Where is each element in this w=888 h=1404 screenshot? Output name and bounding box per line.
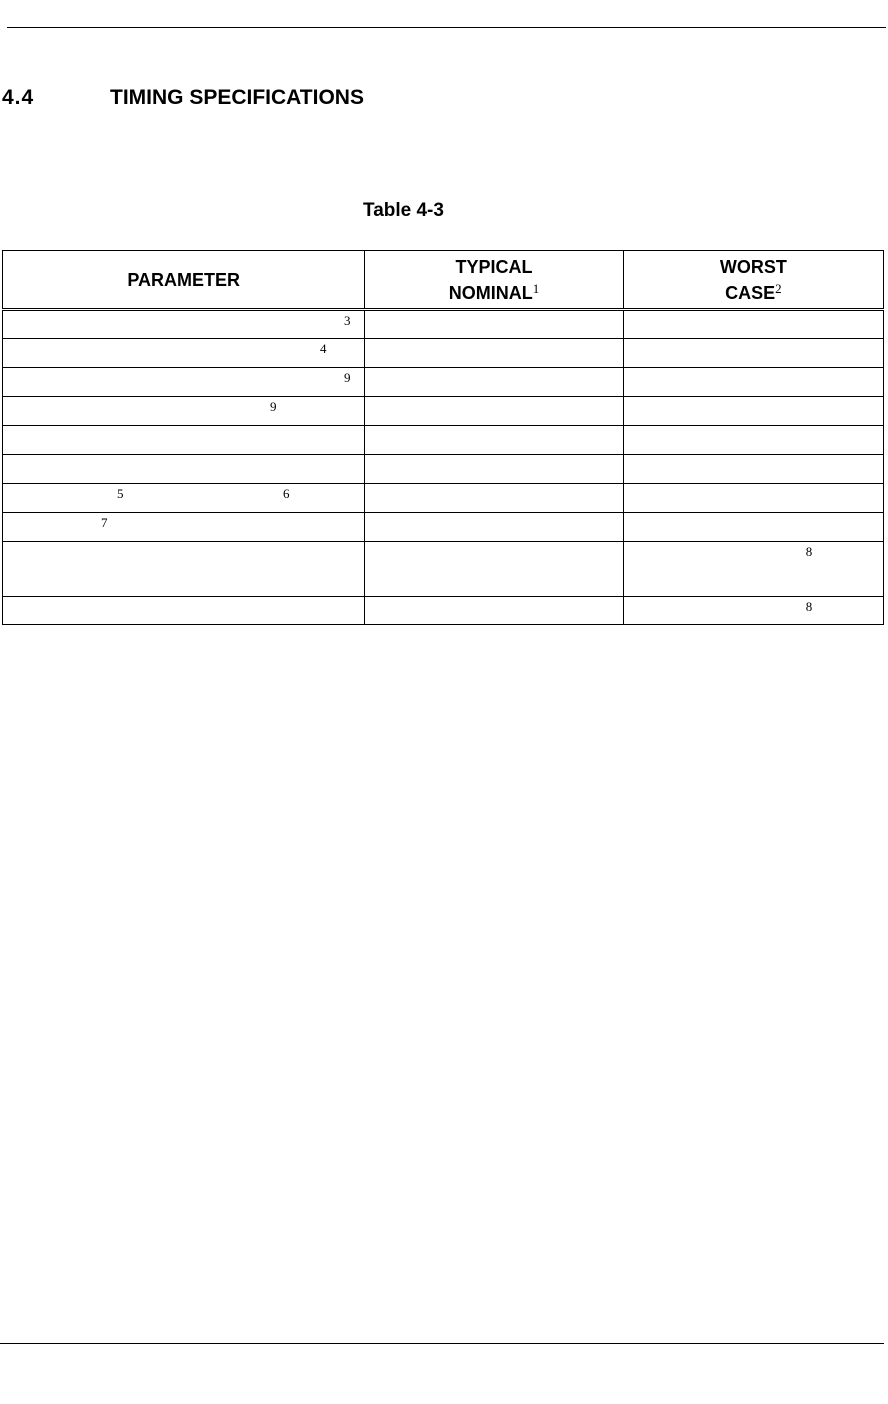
worst-cell [623,426,883,455]
typical-cell [365,368,623,397]
header-typical-line2: NOMINAL [448,282,533,303]
footnote-marker: 7 [101,515,108,530]
typical-cell [365,484,623,513]
table-caption: Table 4-3 [363,200,444,221]
parameter-cell [3,397,365,426]
parameter-cell [3,368,365,397]
worst-cell [623,455,883,484]
header-parameter-label: PARAMETER [127,269,241,290]
parameter-cell [3,455,365,484]
parameter-cell [3,426,365,455]
typical-cell [365,426,623,455]
header-typical-nominal [365,251,623,310]
worst-cell [623,597,883,625]
parameter-cell [3,597,365,625]
parameter-cell [3,310,365,339]
footnote-marker: 4 [320,341,327,356]
header-typical-footnote: 1 [532,280,540,296]
header-worst-footnote: 2 [775,280,782,296]
table-row [3,310,884,339]
table-row [3,455,884,484]
table-row [3,484,884,513]
table-row [3,339,884,368]
header-worst-case [623,251,883,310]
header-typical-line1: TYPICAL [455,256,533,277]
header-worst-line2: CASE [725,282,776,303]
table-row [3,597,884,625]
parameter-cell [3,339,365,368]
footnote-marker: 3 [344,313,351,328]
typical-cell [365,542,623,597]
worst-cell [623,484,883,513]
typical-cell [365,455,623,484]
typical-cell [365,310,623,339]
footnote-marker: 9 [344,370,351,385]
timing-table [2,250,884,625]
table-row [3,542,884,597]
typical-cell [365,513,623,542]
header-worst-line1: WORST [719,256,787,277]
section-number: 4.4 [2,86,35,109]
worst-cell [623,310,883,339]
footnote-marker: 9 [270,399,277,414]
header-parameter [3,251,365,310]
worst-cell [623,368,883,397]
worst-cell [623,542,883,597]
parameter-cell [3,484,365,513]
worst-cell [623,339,883,368]
table-row [3,397,884,426]
section-title: TIMING SPECIFICATIONS [110,86,364,109]
parameter-cell [3,513,365,542]
footnote-marker: 8 [805,599,813,614]
parameter-cell [3,542,365,597]
table-row [3,368,884,397]
typical-cell [365,339,623,368]
table-header-row [3,251,884,310]
header-rule [7,27,886,28]
table-row [3,426,884,455]
footer-rule [0,1343,884,1344]
table-row [3,513,884,542]
worst-cell [623,513,883,542]
typical-cell [365,397,623,426]
footnote-marker: 6 [283,486,290,501]
footnote-marker: 5 [117,486,124,501]
footnote-marker: 8 [805,544,813,559]
typical-cell [365,597,623,625]
worst-cell [623,397,883,426]
